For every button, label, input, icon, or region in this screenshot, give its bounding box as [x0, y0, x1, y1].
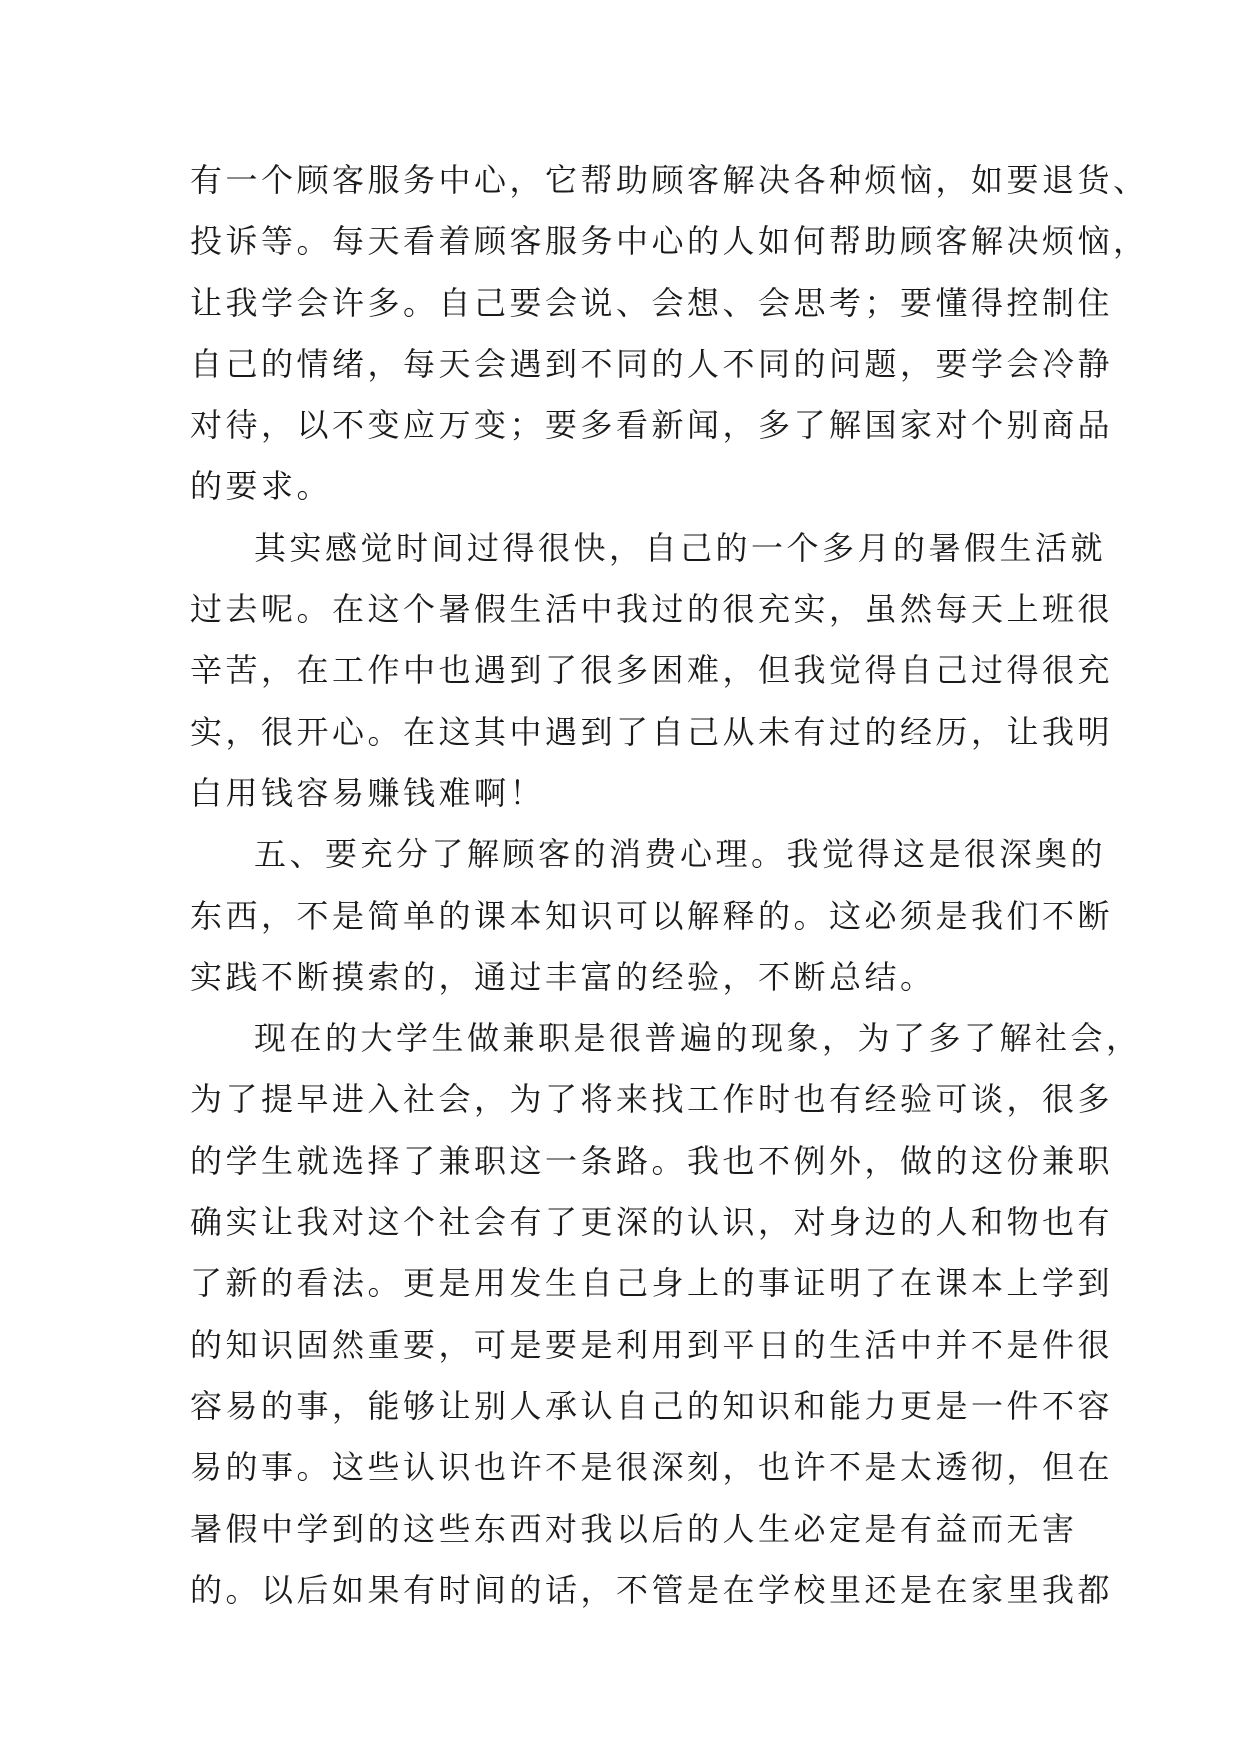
text-line: 现在的大学生做兼职是很普遍的现象，为了多了解社会， — [254, 1019, 1142, 1058]
text-line: 的。以后如果有时间的话，不管是在学校里还是在家里我都 — [190, 1570, 1114, 1609]
text-line: 暑假中学到的这些东西对我以后的人生必定是有益而无害 — [190, 1509, 1078, 1548]
text-line: 五、要充分了解顾客的消费心理。我觉得这是很深奥的 — [254, 835, 1107, 874]
text-line: 实，很开心。在这其中遇到了自己从未有过的经历，让我明 — [190, 712, 1114, 751]
text-line: 了新的看法。更是用发生自己身上的事证明了在课本上学到 — [190, 1264, 1114, 1303]
text-line: 其实感觉时间过得很快，自己的一个多月的暑假生活就 — [254, 528, 1107, 567]
text-line: 白用钱容易赚钱难啊！ — [190, 773, 546, 812]
text-line: 有一个顾客服务中心，它帮助顾客解决各种烦恼，如要退货、 — [190, 161, 1149, 199]
text-line: 容易的事，能够让别人承认自己的知识和能力更是一件不容 — [190, 1386, 1114, 1425]
text-line: 确实让我对这个社会有了更深的认识，对身边的人和物也有 — [190, 1203, 1114, 1242]
text-line: 易的事。这些认识也许不是很深刻，也许不是太透彻，但在 — [190, 1448, 1114, 1487]
text-line: 实践不断摸索的，通过丰富的经验，不断总结。 — [190, 957, 936, 996]
text-line: 为了提早进入社会，为了将来找工作时也有经验可谈，很多 — [190, 1080, 1114, 1119]
text-line: 对待，以不变应万变；要多看新闻，多了解国家对个别商品 — [190, 406, 1114, 445]
text-line: 东西，不是简单的课本知识可以解释的。这必须是我们不断 — [190, 896, 1114, 935]
text-line: 让我学会许多。自己要会说、会想、会思考；要懂得控制住 — [190, 283, 1114, 322]
document-body-text — [190, 150, 1149, 1621]
text-line: 的学生就选择了兼职这一条路。我也不例外，做的这份兼职 — [190, 1141, 1114, 1180]
text-line: 过去呢。在这个暑假生活中我过的很充实，虽然每天上班很 — [190, 590, 1114, 629]
text-line: 投诉等。每天看着顾客服务中心的人如何帮助顾客解决烦恼， — [190, 222, 1149, 261]
text-line: 的要求。 — [190, 467, 333, 506]
text-line: 辛苦，在工作中也遇到了很多困难，但我觉得自己过得很充 — [190, 651, 1114, 690]
text-line: 自己的情绪，每天会遇到不同的人不同的问题，要学会冷静 — [190, 344, 1114, 383]
text-line: 的知识固然重要，可是要是利用到平日的生活中并不是件很 — [190, 1325, 1114, 1364]
